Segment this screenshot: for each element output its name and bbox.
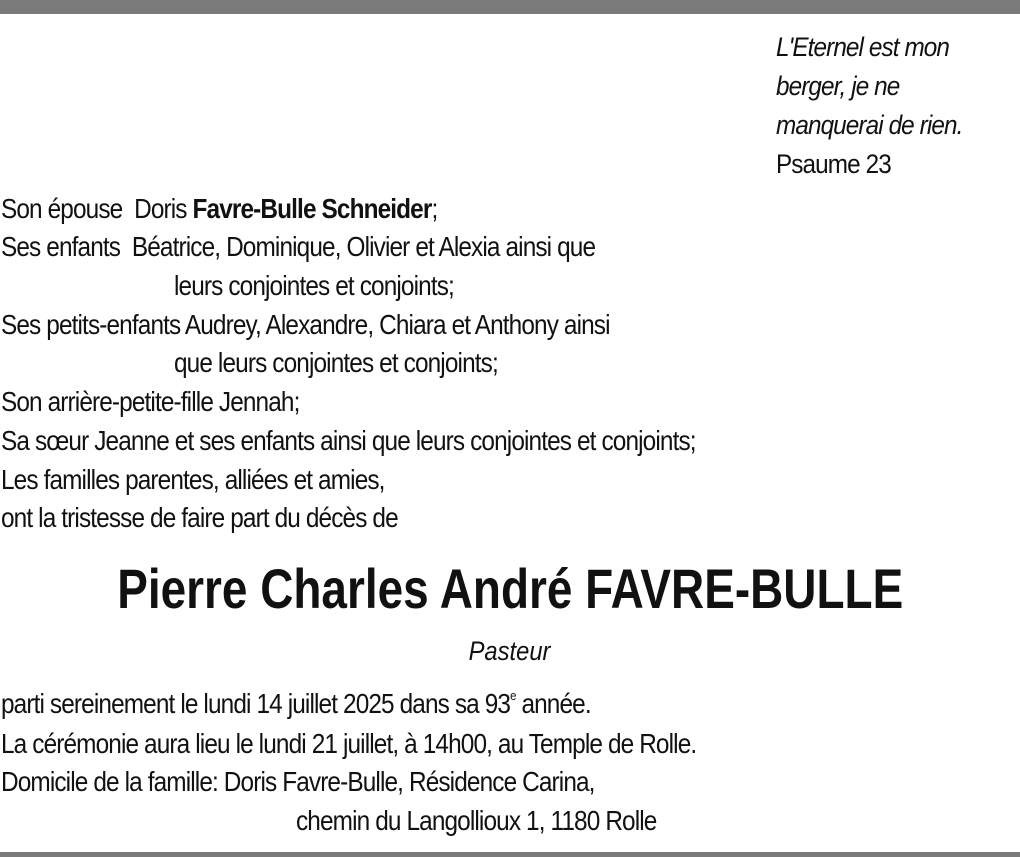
address-line: Domicile de la famille: Doris Favre-Bulle, Résidence Carina, [1, 766, 595, 797]
passing-line [1, 686, 591, 722]
verse-reference: Psaume 23 [776, 149, 891, 179]
spouse-suffix: ; [431, 193, 438, 224]
deceased-name [0, 556, 1020, 622]
psalm-verse [776, 28, 962, 184]
address-line-continued: chemin du Langollioux 1, 1180 Rolle [296, 805, 657, 836]
spouse-surname: Favre-Bulle Schneider [192, 193, 432, 224]
relatives-line: Les familles parentes, alliées et amies, [1, 464, 385, 495]
top-border-rule [0, 0, 1020, 14]
spouse-prefix: Son épouse Doris [1, 193, 193, 224]
ceremony-line: La cérémonie aura lieu le lundi 21 juillet, à 14h00, au Temple de Rolle. [1, 728, 697, 759]
deceased-name-text: Pierre Charles André FAVRE-BULLE [117, 557, 903, 620]
bottom-border-rule [0, 852, 1020, 857]
passing-suffix: année. [515, 688, 591, 719]
grandchildren-line-continued: que leurs conjointes et conjoints; [174, 347, 498, 378]
announcement-line: ont la tristesse de faire part du décès de [1, 502, 398, 533]
verse-line: manquerai de rien. [776, 110, 963, 140]
spouse-line [1, 191, 437, 227]
passing-prefix: parti sereinement le lundi 14 juillet 2025 dans sa 93 [1, 688, 511, 719]
verse-line: berger, je ne [776, 71, 900, 101]
deceased-title-text: Pasteur [469, 636, 551, 666]
deceased-title [0, 633, 1020, 669]
grandchildren-line: Ses petits-enfants Audrey, Alexandre, Chiara et Anthony ainsi [1, 309, 610, 340]
sister-line: Sa sœur Jeanne et ses enfants ainsi que leurs conjointes et conjoints; [1, 425, 696, 456]
great-grandchild-line: Son arrière-petite-fille Jennah; [1, 386, 300, 417]
ordinal-suffix: e [510, 688, 516, 703]
verse-line: L'Eternel est mon [776, 32, 950, 62]
children-line: Ses enfants Béatrice, Dominique, Olivier et Alexia ainsi que [1, 231, 596, 262]
children-line-continued: leurs conjointes et conjoints; [174, 270, 454, 301]
